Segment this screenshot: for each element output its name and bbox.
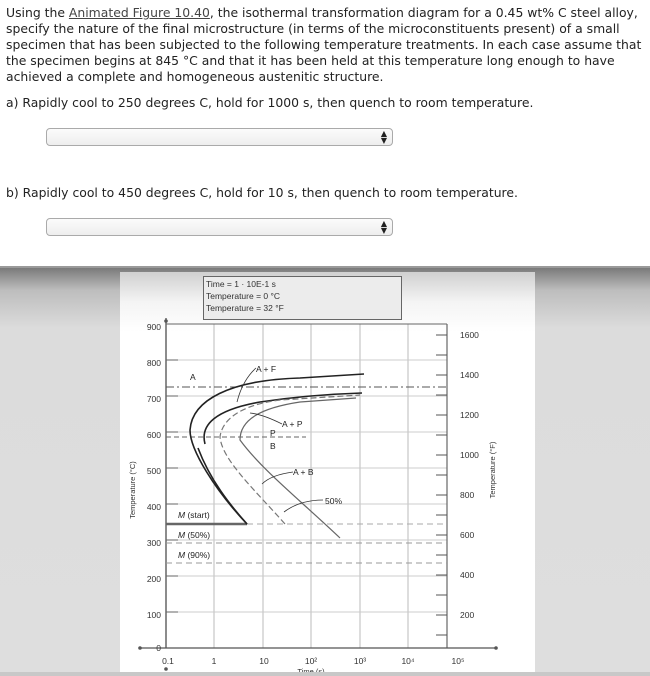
svg-text:B: B xyxy=(270,441,276,451)
svg-text:0: 0 xyxy=(156,643,161,653)
svg-text:800: 800 xyxy=(146,358,161,368)
svg-text:10: 10 xyxy=(259,656,269,666)
y2-tick-labels xyxy=(460,330,479,620)
select-arrows-icon: ▲ ▼ xyxy=(380,219,387,235)
svg-text:10²: 10² xyxy=(304,656,318,666)
svg-text:1: 1 xyxy=(211,656,217,666)
part-a-label: a) Rapidly cool to 250 degrees C, hold for 1000 s, then quench to room temperature. xyxy=(6,95,534,110)
time-slider-handle[interactable] xyxy=(164,667,168,671)
svg-text:600: 600 xyxy=(146,430,161,440)
svg-text:500: 500 xyxy=(146,466,161,476)
svg-text:P: P xyxy=(270,428,276,438)
svg-text:M (start): M (start) xyxy=(178,510,210,520)
svg-text:10³: 10³ xyxy=(353,656,367,666)
x-axis-left-handle[interactable] xyxy=(138,646,142,650)
svg-text:1600: 1600 xyxy=(460,330,479,340)
readout-temp-f: Temperature = 32 °F xyxy=(206,303,284,313)
svg-text:100: 100 xyxy=(146,610,161,620)
svg-text:M (90%): M (90%) xyxy=(178,550,211,560)
y-axis-title: Temperature (°C) xyxy=(128,461,137,519)
region-labels xyxy=(178,364,342,560)
readout-time: Time = 1 · 10E-1 s xyxy=(206,279,276,289)
svg-text:600: 600 xyxy=(460,530,475,540)
question-body: , the isothermal transformation diagram for a 0.45 wt% C steel alloy, specify the nature of the final microstructure (in terms of the microconstituents present) of a small specimen that has been subjected to the following temperature treatments. In each case assume that the specimen begins at 845 °C and that it has been held at this temperature long enough to have achieved a complete and homogeneous austenitic structure. xyxy=(6,5,642,84)
readout-temp-c: Temperature = 0 °C xyxy=(206,291,281,301)
svg-text:400: 400 xyxy=(146,502,161,512)
svg-text:50%: 50% xyxy=(325,496,343,506)
svg-text:A + B: A + B xyxy=(293,467,314,477)
svg-text:1200: 1200 xyxy=(460,410,479,420)
part-b-label: b) Rapidly cool to 450 degrees C, hold for 10 s, then quench to room temperature. xyxy=(6,185,518,200)
question-intro: Using the xyxy=(6,5,69,20)
footer-bar xyxy=(0,672,650,676)
svg-text:700: 700 xyxy=(146,394,161,404)
svg-text:0.1: 0.1 xyxy=(162,656,174,666)
svg-text:A + P: A + P xyxy=(282,419,303,429)
y-tick-labels xyxy=(147,322,161,653)
svg-text:200: 200 xyxy=(146,574,161,584)
svg-text:300: 300 xyxy=(146,538,161,548)
svg-text:M (50%): M (50%) xyxy=(178,530,211,540)
x-axis-right-handle[interactable] xyxy=(494,646,498,650)
svg-text:10⁵: 10⁵ xyxy=(451,656,465,666)
grid-vertical xyxy=(214,324,408,648)
svg-text:10⁴: 10⁴ xyxy=(401,656,415,666)
svg-text:1400: 1400 xyxy=(460,370,479,380)
svg-text:A + F: A + F xyxy=(256,364,277,374)
y2-axis-title: Temperature (°F) xyxy=(488,441,497,499)
animated-figure-link[interactable]: Animated Figure 10.40 xyxy=(68,5,210,20)
svg-text:900: 900 xyxy=(146,322,161,332)
svg-text:200: 200 xyxy=(460,610,475,620)
svg-text:1000: 1000 xyxy=(460,450,479,460)
svg-text:A: A xyxy=(190,372,196,382)
svg-text:800: 800 xyxy=(460,490,475,500)
svg-text:400: 400 xyxy=(460,570,475,580)
select-arrows-icon: ▲ ▼ xyxy=(380,129,387,145)
y-axis-handle[interactable] xyxy=(164,319,168,323)
